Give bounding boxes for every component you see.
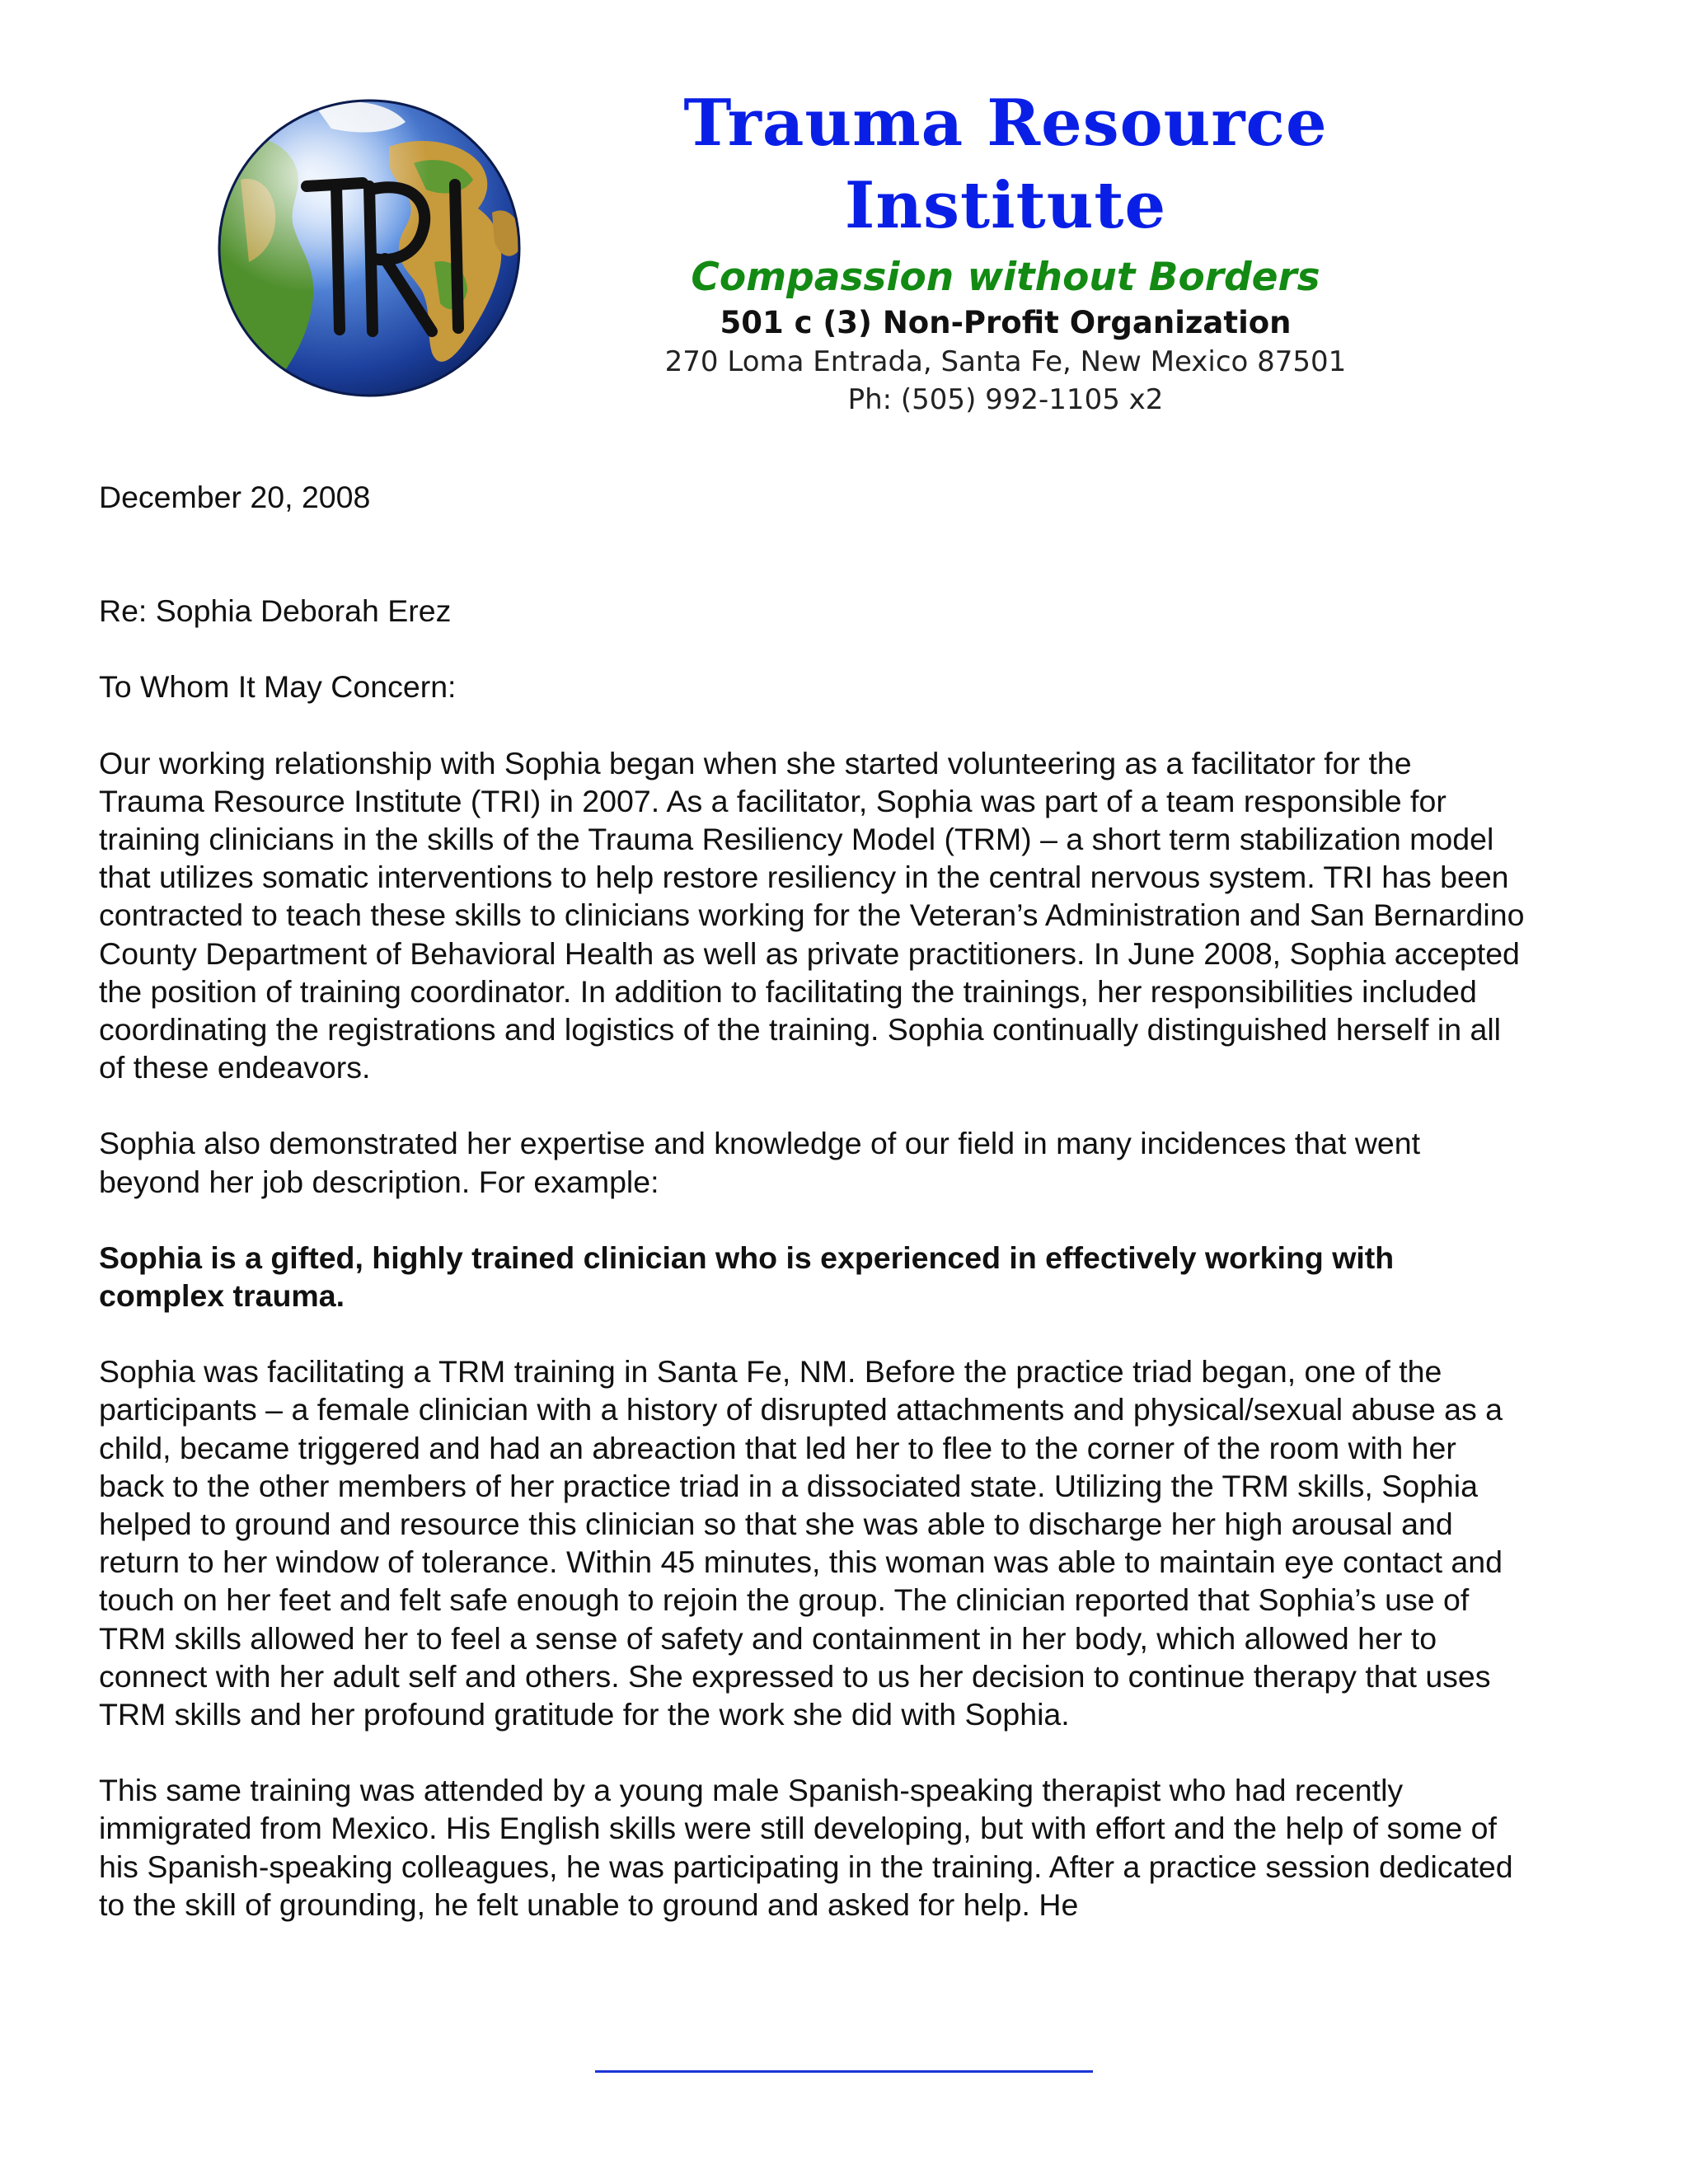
footer-divider — [595, 2070, 1093, 2073]
paragraph-heading-bold: Sophia is a gifted, highly trained clinician who is experienced in effectively working with complex trauma. — [99, 1240, 1395, 1314]
address: 270 Loma Entrada, Santa Fe, New Mexico 87501 — [664, 345, 1347, 378]
org-name-line-1: Trauma Resource — [683, 86, 1328, 161]
letter-body — [99, 478, 1525, 1924]
paragraph-spanish-speaking-therapist: This same training was attended by a young male Spanish-speaking therapist who had recently immigrated from Mexico. His English skills were still developing, but with effort and the help of some of his Spanish-speaking colleagues, he was participating in the training. After a practice session dedicated to the skill of grounding, he felt unable to ground and asked for help. He — [99, 1773, 1513, 1922]
letterhead — [577, 82, 1434, 419]
letter-salutation: To Whom It May Concern: — [99, 669, 457, 705]
globe-icon — [216, 97, 523, 399]
paragraph-relationship: Our working relationship with Sophia began when she started volunteering as a facilitator for the Trauma Resource Institute (TRI) in 2007. As a facilitator, Sophia was part of a team responsible for training clinicians in the skills of the Trauma Resiliency Model (TRM) – a short term stabilization model that utilizes somatic interventions to help restore resiliency in the central nervous system. TRI has been contracted to teach these skills to clinicians working for the Veteran’s Administration and San Bernardino County Department of Behavioral Health as well as private practitioners. In June 2008, Sophia accepted the position of training coordinator. In addition to facilitating the trainings, her responsibilities included coordinating the registrations and logistics of the training. Sophia continually distinguished herself in all of these endeavors. — [99, 745, 1525, 1085]
phone-number: Ph: (505) 992-1105 x2 — [847, 383, 1164, 416]
tagline: Compassion without Borders — [691, 255, 1320, 300]
letter-subject: Re: Sophia Deborah Erez — [99, 593, 452, 629]
org-name-line-2: Institute — [844, 168, 1167, 243]
nonprofit-status: 501 c (3) Non-Profit Organization — [720, 305, 1292, 340]
paragraph-expertise: Sophia also demonstrated her expertise and knowledge of our field in many incidences that went beyond her job description. For example: — [99, 1126, 1421, 1199]
letter-date: December 20, 2008 — [99, 480, 371, 514]
tri-globe-logo — [216, 97, 523, 399]
paragraph-santa-fe-training: Sophia was facilitating a TRM training in Santa Fe, NM. Before the practice triad began, one of the participants – a female clinician with a history of disrupted attachments and physical/sexual abuse as a child, became triggered and had an abreaction that led her to flee to the corner of the room with her back to the other members of her practice triad in a dissociated state. Utilizing the TRM skills, Sophia helped to ground and resource this clinician so that she was able to discharge her high arousal and return to her window of tolerance. Within 45 minutes, this woman was able to maintain eye contact and touch on her feet and felt safe enough to rejoin the group. The clinician reported that Sophia’s use of TRM skills allowed her to feel a sense of safety and containment in her body, which allowed her to connect with her adult self and others. She expressed to us her decision to continue therapy that uses TRM skills and her profound gratitude for the work she did with Sophia. — [99, 1354, 1503, 1732]
